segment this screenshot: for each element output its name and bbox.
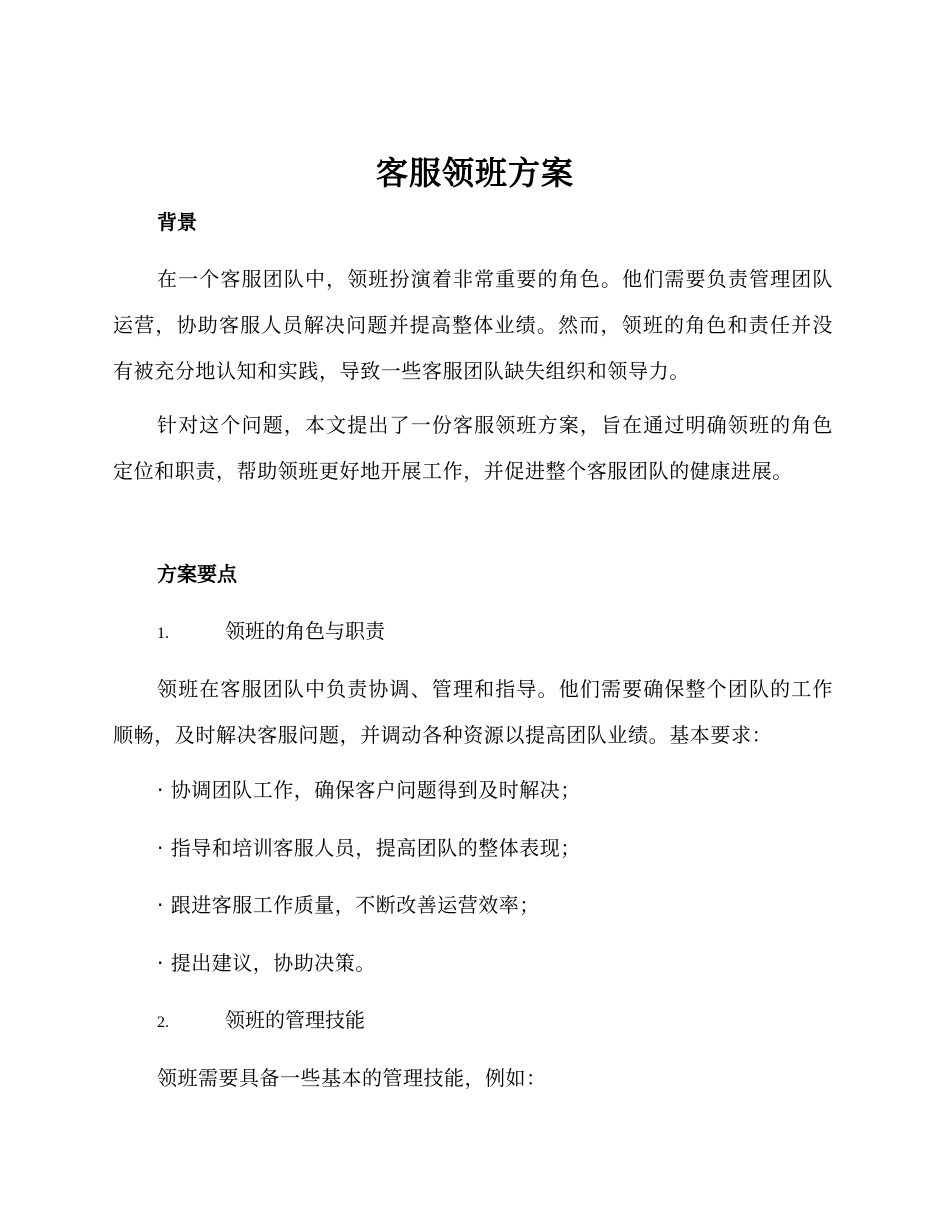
item-title: 领班的角色与职责 bbox=[225, 619, 385, 643]
document-title: 客服领班方案 bbox=[375, 154, 574, 192]
paragraph-background-2: 针对这个问题，本文提出了一份客服领班方案，旨在通过明确领班的角色定位和职责，帮助领班更好地开展工作，并促进整个客服团队的健康进展。 bbox=[113, 413, 833, 483]
bullet-item: · 跟进客服工作质量，不断改善运营效率； bbox=[157, 893, 540, 917]
section-heading-plan: 方案要点 bbox=[157, 562, 237, 586]
paragraph-item-1: 领班在客服团队中负责协调、管理和指导。他们需要确保整个团队的工作顺畅，及时解决客服问题，并调动各种资源以提高团队业绩。基本要求： bbox=[113, 677, 833, 747]
numbered-item-2 bbox=[157, 1005, 365, 1038]
bullet-item: · 协调团队工作，确保客户问题得到及时解决； bbox=[157, 778, 581, 802]
section-heading-background: 背景 bbox=[157, 210, 197, 234]
bullet-item: · 指导和培训客服人员，提高团队的整体表现； bbox=[157, 836, 581, 860]
item-title: 领班的管理技能 bbox=[225, 1008, 365, 1032]
bullet-item: · 提出建议，协助决策。 bbox=[157, 951, 376, 975]
item-number: 2. bbox=[157, 1014, 169, 1031]
item-number: 1. bbox=[157, 625, 169, 642]
paragraph-background-1: 在一个客服团队中，领班扮演着非常重要的角色。他们需要负责管理团队运营，协助客服人员解决问题并提高整体业绩。然而，领班的角色和责任并没有被充分地认知和实践，导致一些客服团队缺失组织和领导力。 bbox=[113, 267, 833, 383]
paragraph-item-2: 领班需要具备一些基本的管理技能，例如： bbox=[157, 1066, 547, 1090]
numbered-item-1 bbox=[157, 616, 385, 649]
